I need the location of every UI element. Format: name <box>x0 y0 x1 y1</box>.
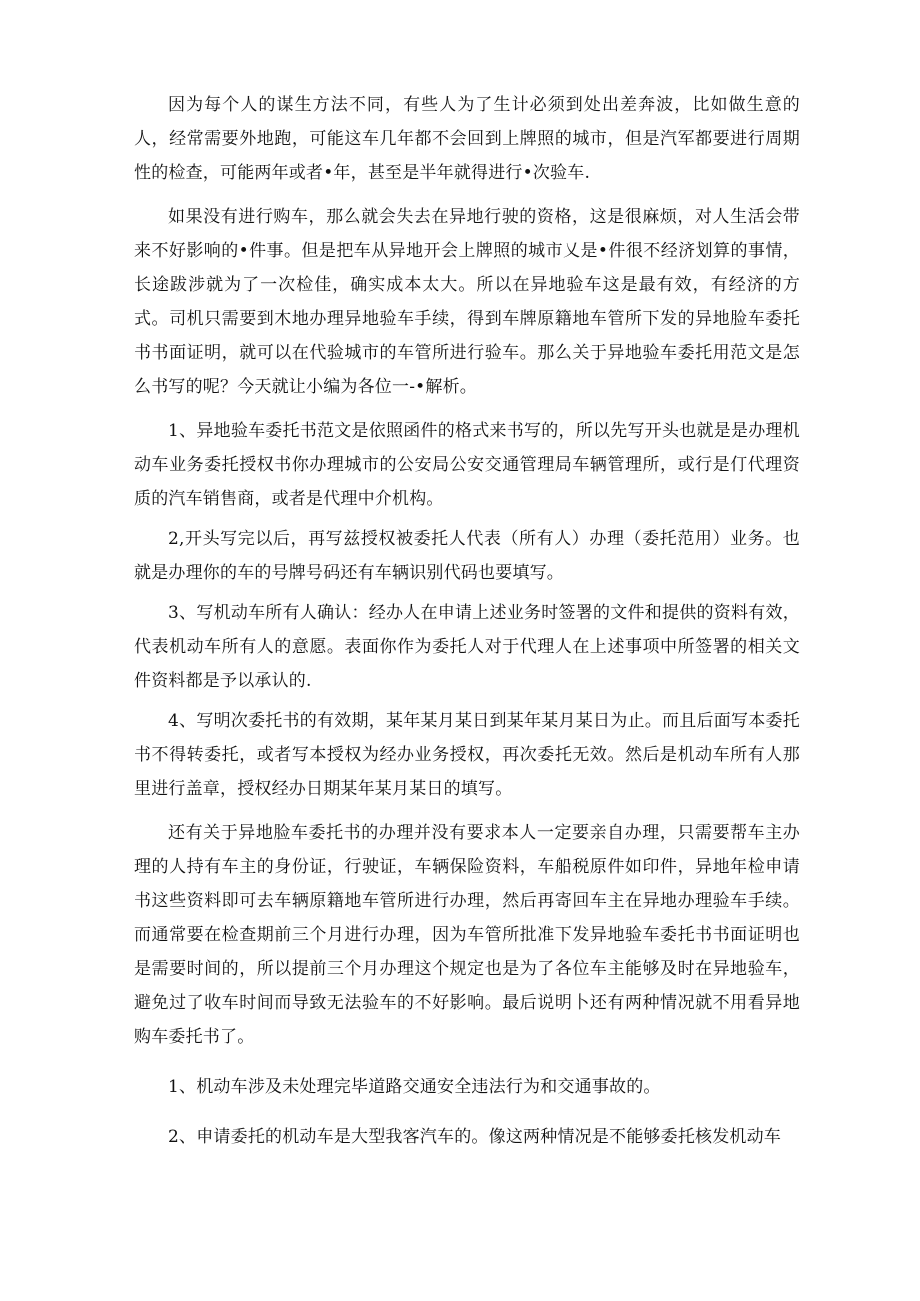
paragraph-step-1: 1、异地验车委托书范文是依照函件的格式来书写的，所以先写开头也就是是办理机动车业务委托授权书你办理城市的公安局公安交通管理局车辆管理所，或行是仃代理资质的汽车销售商，或者是代理中介机构。 <box>134 421 800 509</box>
paragraph-step-2: 2,开头写完以后，再写兹授权被委托人代表（所有人）办理（委托范用）业务。也就是办理你的车的号牌号码还有车辆识别代码也要填写。 <box>134 529 800 583</box>
paragraph-intro: 因为每个人的谋生方法不同，有些人为了生计必须到处出差奔波，比如做生意的人，经常需要外地跑，可能这车几年都不会回到上牌照的城市，但是汽军都要进行周期性的检查，可能两年或者•年，甚至是半年就得进行•次验车. <box>134 95 800 183</box>
paragraph-exception-2: 2、申请委托的机动车是大型我客汽车的。像这两种情况是不能够委托核发机动车 <box>168 1127 782 1147</box>
paragraph-step-3: 3、写机动车所有人确认：经办人在申请上述业务时签署的文件和提供的资料有效，代表机动车所有人的意愿。表面你作为委托人对于代理人在上述事项中所签署的相关文件资料都是予以承认的. <box>134 603 800 691</box>
paragraph-step-4: 4、写明次委托书的有效期，某年某月某日到某年某月某日为止。而且后面写本委托书不得转委托，或者写本授权为经办业务授权，再次委托无效。然后是机动车所有人那里进行盖章，授权经办日期某年某月某日的填写。 <box>134 711 800 799</box>
paragraph-notes: 还有关于异地脸车委托书的办理并没有要求本人一定要亲自办理，只需要帮车主办理的人持有车主的身份证，行驶证，车辆保险资料，车船税原件如印件，异地年检申请书这些资料即可去车辆原籍地车管所进行办理，然后再寄回车主在异地办理验车手续。而通常要在检查期前三个月进行办理，因为车管所批准下发异地验车委托书书面证明也是需要时间的，所以提前三个月办理这个规定也是为了各位车主能够及时在异地验车，避免过了收车时间而导致无法验车的不好影响。最后说明卜还有两种情况就不用看异地购车委托书了。 <box>134 823 800 1047</box>
paragraph-background: 如果没有进行购车，那么就会失去在异地行驶的资格，这是很麻烦，对人生活会带来不好影响的•件事。但是把车从异地开会上牌照的城市乂是•件很不经济划算的事情，长途跋涉就为了一次检佳，确实成本太大。所以在异地验车这是最有效，有经济的方式。司机只需要到木地办理异地验车手续，得到车牌原籍地车管所下发的异地脸车委托书书面证明，就可以在代验城市的车管所进行验车。那么关于异地验车委托用范文是怎么书写的呢？今天就让小编为各位一-•解析。 <box>134 207 800 397</box>
paragraph-exception-1: 1、机动车涉及未处理完毕道路交通安全违法行为和交通事故的。 <box>168 1077 661 1097</box>
